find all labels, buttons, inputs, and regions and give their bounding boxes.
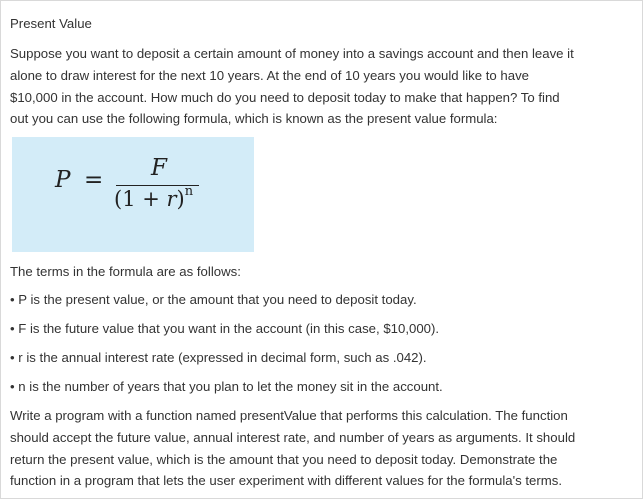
denominator-close: ) [176, 187, 185, 211]
term-item: • P is the present value, or the amount that you need to deposit today. [10, 292, 417, 307]
intro-paragraph [10, 43, 625, 130]
intro-line: alone to draw interest for the next 10 years. At the end of 10 years you would like to have [10, 67, 530, 83]
outro-line: function in a program that lets the user experiment with different values for the formula's terms. [10, 473, 563, 489]
outro-line: return the present value, which is the amount that you need to deposit today. Demonstrate the [10, 451, 558, 467]
page-title: Present Value [10, 16, 92, 31]
formula-denominator [114, 184, 194, 211]
formula-equals: = [84, 167, 104, 193]
formula-lhs: P [55, 167, 71, 193]
outro-line: Write a program with a function named presentValue that performs this calculation. The function [10, 408, 568, 423]
terms-intro: The terms in the formula are as follows: [10, 264, 241, 279]
denominator-var: r [166, 187, 177, 211]
formula-box [12, 137, 254, 252]
term-item: • r is the annual interest rate (expressed in decimal form, such as .042). [10, 350, 427, 365]
outro-paragraph [10, 405, 625, 492]
intro-line: Suppose you want to deposit a certain amount of money into a savings account and then leave it [10, 46, 574, 61]
term-item: • F is the future value that you want in the account (in this case, $10,000). [10, 321, 440, 336]
term-item: • n is the number of years that you plan to let the money sit in the account. [10, 379, 443, 394]
outro-line: should accept the future value, annual interest rate, and number of years as arguments. It should [10, 429, 576, 445]
intro-line: out you can use the following formula, which is known as the present value formula: [10, 111, 498, 127]
denominator-open: (1 + [114, 187, 167, 211]
formula-numerator: F [151, 155, 167, 181]
intro-line: $10,000 in the account. How much do you need to deposit today to make that happen? To find [10, 89, 560, 105]
denominator-exponent: n [184, 184, 194, 199]
